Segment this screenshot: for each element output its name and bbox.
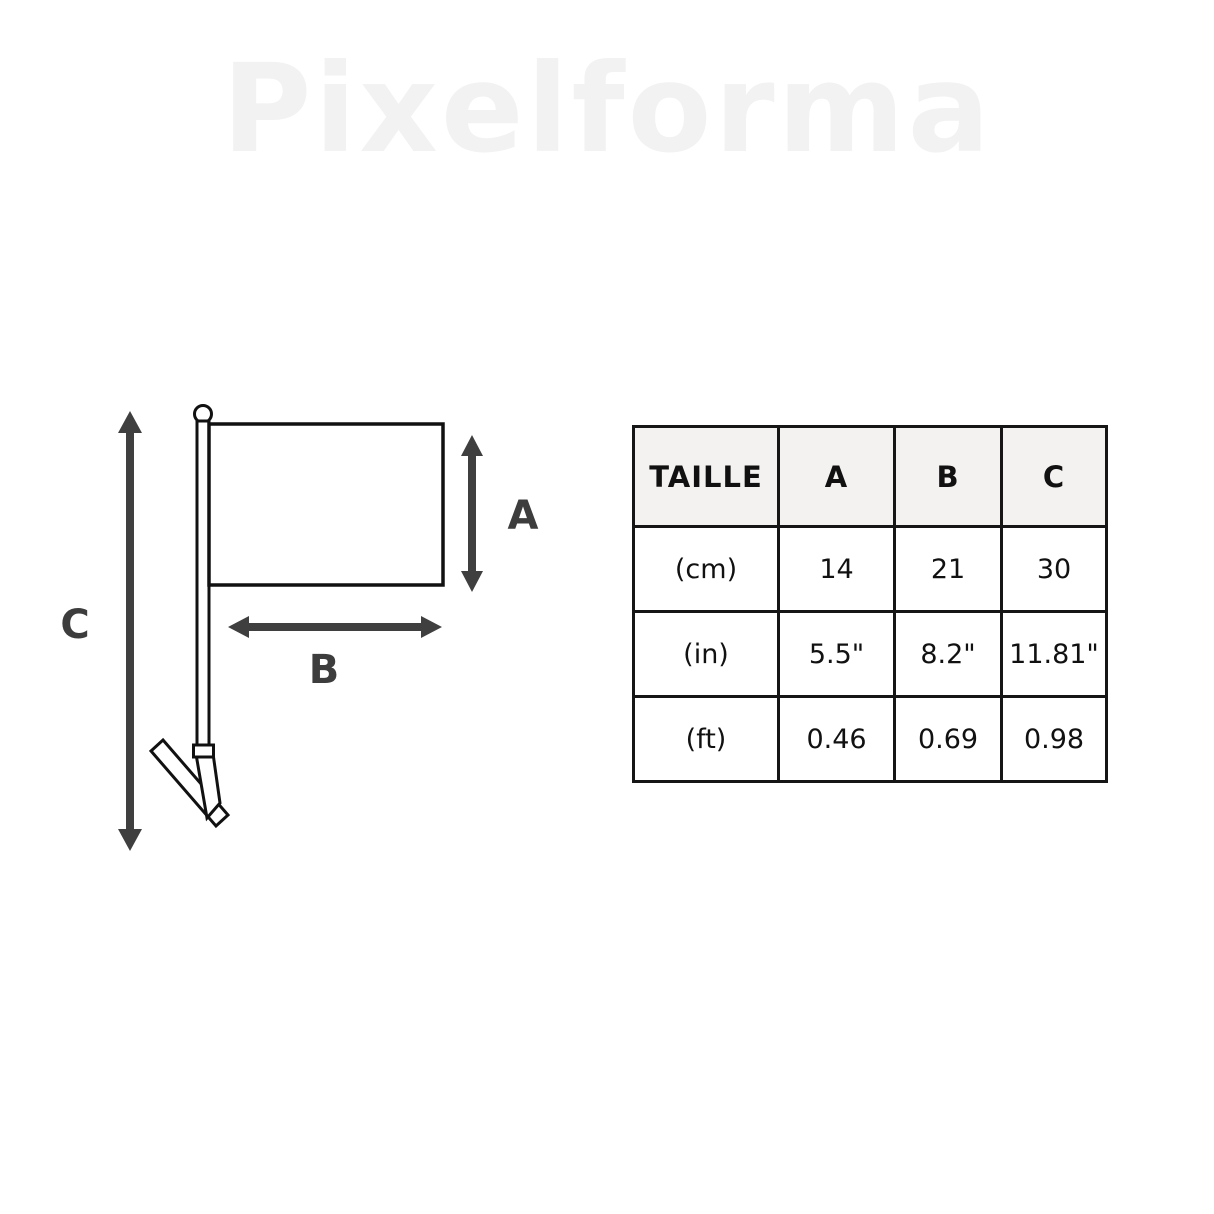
row-label-cell: (cm) bbox=[634, 527, 779, 612]
clip-collar bbox=[194, 745, 214, 757]
value-cell: 8.2" bbox=[895, 612, 1002, 697]
total-height-arrow-c bbox=[118, 411, 142, 851]
flag-width-arrow-b bbox=[228, 616, 442, 638]
value-cell: 0.69 bbox=[895, 697, 1002, 782]
value-cell: 11.81" bbox=[1002, 612, 1107, 697]
header-cell-taille: TAILLE bbox=[634, 427, 779, 527]
flag-outline bbox=[209, 424, 443, 585]
size-table-header-row bbox=[634, 427, 1107, 527]
table-row-cm bbox=[634, 527, 1107, 612]
table-row-in bbox=[634, 612, 1107, 697]
flag-height-arrow-a bbox=[461, 435, 483, 592]
size-table bbox=[632, 425, 1108, 783]
watermark-text: Pixelforma bbox=[222, 38, 993, 180]
row-label-cell: (in) bbox=[634, 612, 779, 697]
header-cell-b: B bbox=[895, 427, 1002, 527]
header-cell-c: C bbox=[1002, 427, 1107, 527]
header-cell-a: A bbox=[779, 427, 895, 527]
flag-dimension-diagram bbox=[40, 380, 650, 910]
dimension-label-c: C bbox=[60, 602, 90, 648]
value-cell: 21 bbox=[895, 527, 1002, 612]
value-cell: 0.98 bbox=[1002, 697, 1107, 782]
value-cell: 5.5" bbox=[779, 612, 895, 697]
dimension-label-a: A bbox=[507, 493, 539, 539]
value-cell: 14 bbox=[779, 527, 895, 612]
value-cell: 30 bbox=[1002, 527, 1107, 612]
value-cell: 0.46 bbox=[779, 697, 895, 782]
dimension-label-b: B bbox=[308, 647, 340, 693]
table-row-ft bbox=[634, 697, 1107, 782]
flag-pole bbox=[197, 421, 209, 746]
row-label-cell: (ft) bbox=[634, 697, 779, 782]
